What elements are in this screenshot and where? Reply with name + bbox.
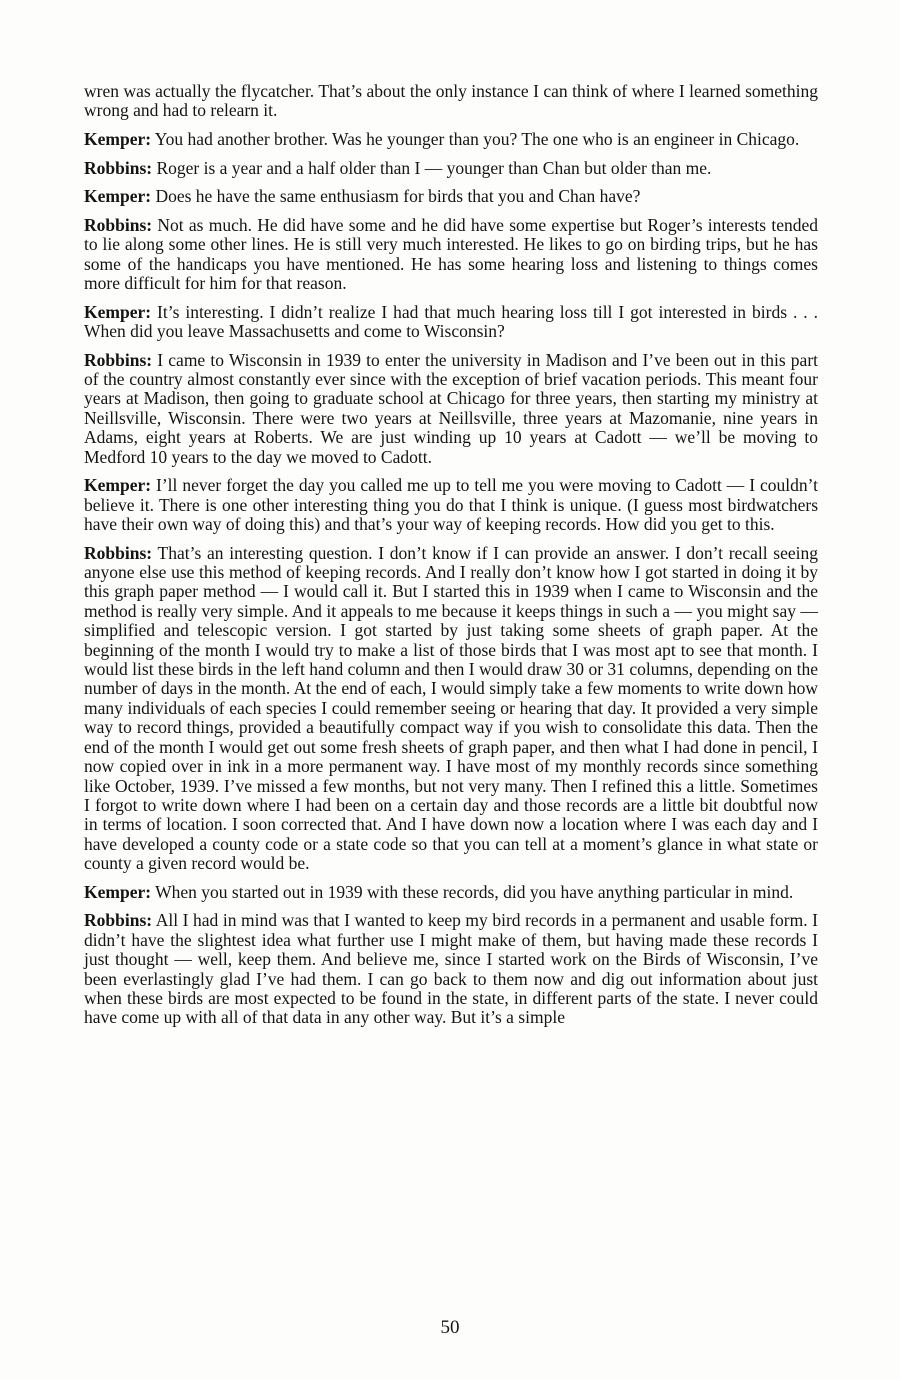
paragraph-text: Not as much. He did have some and he did have some expertise but Roger’s interests tended to lie along some other lines. He is still very much interested. He likes to go on birding trips, but he has some of the handicaps you have mentioned. He has some hearing loss and listening to things comes more difficult for him for that reason. <box>84 214 819 293</box>
transcript-paragraph <box>84 303 818 342</box>
paragraph-text: It’s interesting. I didn’t realize I had that much hearing loss till I got interested in birds . . . When did you leave Massachusetts and come to Wisconsin? <box>84 301 818 341</box>
paragraph-text: You had another brother. Was he younger than you? The one who is an engineer in Chicago. <box>154 129 800 149</box>
speaker-label: Kemper: <box>84 129 152 149</box>
transcript-paragraph <box>84 883 818 902</box>
speaker-label: Kemper: <box>84 186 152 207</box>
paragraph-text: When you started out in 1939 with these records, did you have anything particular in mind. <box>155 881 794 902</box>
transcript-paragraph <box>84 130 818 149</box>
transcript-paragraph <box>84 216 818 294</box>
paragraph-text: That’s an interesting question. I don’t know if I can provide an answer. I don’t recall seeing anyone else use this method of keeping records. And I really don’t know how I got started in doing it by this graph paper method — I would call it. But I started this in 1939 when I came to Wisconsin and the method is really very simple. And it appeals to me because it keeps things in such a — you might say — simplified and telescopic version. I got started by just taking some sheets of graph paper. At the beginning of the month I would try to make a list of those birds that I was most apt to see that month. I would list these birds in the left hand column and then I would draw 30 or 31 columns, depending on the number of days in the month. At the end of each, I would simply take a few moments to write down how many individuals of each species I could remember seeing or hearing that day. It provided a very simple way to record things, provided a beautifully compact way if you wish to consolidate this data. Then the end of the month I would get out some fresh sheets of graph paper, and then what I had done in pencil, I now copied over in ink in a more permanent way. I have most of my monthly records since something like October, 1939. I’ve missed a few months, but not very many. Then I refined this a little. Sometimes I forgot to write down where I had been on a certain day and those records are a little bit doubtful now in terms of location. I soon corrected that. And I have down now a location where I was each day and I have developed a county code or a state code so that you can tell at a moment’s glance in what state or county a given record would be. <box>84 542 819 874</box>
paragraph-text: I came to Wisconsin in 1939 to enter the university in Madison and I’ve been out in this part of the country almost constantly ever since with the exception of brief vacation periods. This meant four years at Madison, then going to graduate school at Chicago for three years, then starting my ministry at Neillsville, Wisconsin. There were two years at Neillsville, three years at Mazomanie, nine years in Adams, eight years at Roberts. We are just winding up 10 years at Cadott — we’ll be moving to Medford 10 years to the day we moved to Cadott. <box>84 349 819 467</box>
transcript-paragraph <box>84 911 818 1027</box>
paragraph-text: Does he have the same enthusiasm for birds that you and Chan have? <box>155 186 641 207</box>
transcript-paragraph <box>84 351 818 467</box>
paragraph-text: I’ll never forget the day you called me up to tell me you were moving to Cadott — I couldn’t believe it. There is one other interesting thing you do that I think is unique. (I guess most birdwatchers have their own way of doing this) and that’s your way of keeping records. How did you get to this. <box>84 475 818 535</box>
paragraph-text: Roger is a year and a half older than I — younger than Chan but older than me. <box>156 157 712 178</box>
speaker-label: Robbins: <box>84 349 153 370</box>
transcript-paragraph <box>84 187 818 206</box>
transcript-paragraph <box>84 476 818 534</box>
paragraph-text: wren was actually the flycatcher. That’s about the only instance I can think of where I learned something wrong and had to relearn it. <box>84 81 818 121</box>
transcript-paragraph <box>84 82 818 121</box>
speaker-label: Kemper: <box>84 881 152 902</box>
transcript-body <box>84 82 818 1037</box>
speaker-label: Kemper: <box>84 475 152 496</box>
speaker-label: Robbins: <box>84 157 153 178</box>
speaker-label: Robbins: <box>84 214 153 235</box>
transcript-paragraph <box>84 159 818 178</box>
speaker-label: Robbins: <box>84 542 153 563</box>
speaker-label: Kemper: <box>84 301 152 322</box>
page-number: 50 <box>440 1317 460 1338</box>
paragraph-text: All I had in mind was that I wanted to keep my bird records in a permanent and usable form. I didn’t have the slightest idea what further use I might make of them, but having made these records I just thought — well, keep them. And believe me, since I started work on the Birds of Wisconsin, I’ve been everlastingly glad I’ve had them. I can go back to them now and dig out information about just when these birds are most expected to be found in the state, in different parts of the state. I never could have come up with all of that data in any other way. But it’s a simple <box>84 910 818 1028</box>
transcript-paragraph <box>84 544 818 874</box>
speaker-label: Robbins: <box>84 910 153 931</box>
